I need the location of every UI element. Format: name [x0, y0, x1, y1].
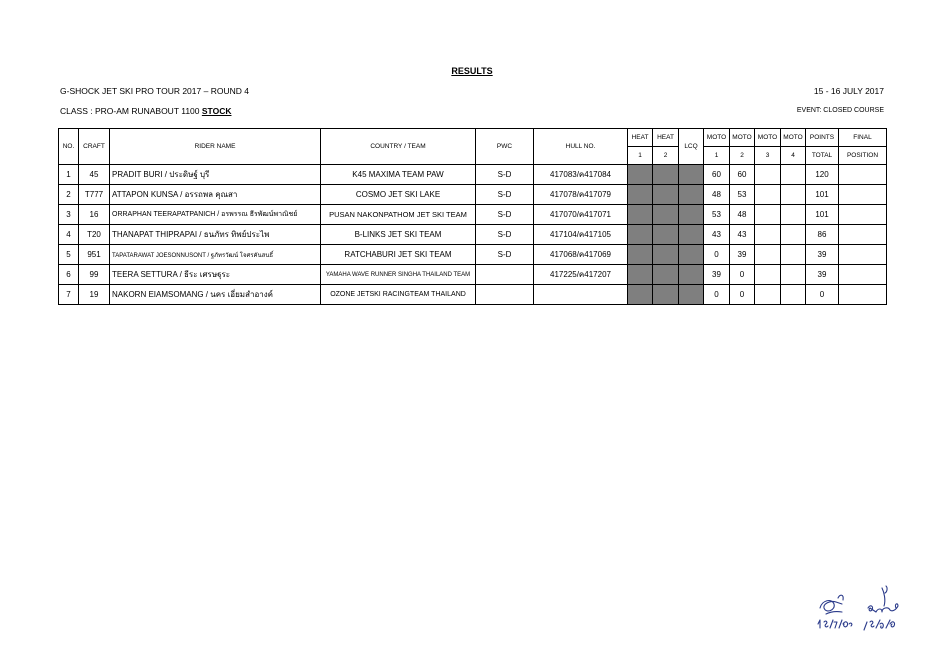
cell-lcq [679, 185, 704, 205]
cell-moto1: 43 [704, 225, 730, 245]
cell-craft: T20 [79, 225, 110, 245]
cell-craft: 99 [79, 265, 110, 285]
table-row [59, 245, 887, 265]
cell-moto2: 53 [730, 185, 755, 205]
cell-heat1 [628, 185, 653, 205]
cell-heat2 [653, 165, 679, 185]
cell-moto4 [781, 265, 806, 285]
cell-final [839, 285, 887, 305]
cell-pwc: S-D [476, 225, 534, 245]
cell-craft: 951 [79, 245, 110, 265]
cell-craft: 45 [79, 165, 110, 185]
cell-final [839, 265, 887, 285]
col-header-moto4-number: 4 [781, 147, 806, 165]
cell-no: 5 [59, 245, 79, 265]
col-header-lcq: LCQ [679, 129, 704, 165]
cell-moto1: 48 [704, 185, 730, 205]
cell-moto2: 0 [730, 265, 755, 285]
col-header-no: NO. [59, 129, 79, 165]
class-line [60, 106, 231, 116]
cell-points: 120 [806, 165, 839, 185]
cell-hull: 417104/ค417105 [534, 225, 628, 245]
cell-team: COSMO JET SKI LAKE [321, 185, 476, 205]
cell-lcq [679, 245, 704, 265]
cell-hull [534, 285, 628, 305]
cell-final [839, 205, 887, 225]
cell-moto4 [781, 205, 806, 225]
cell-points: 101 [806, 205, 839, 225]
header-row-top [59, 129, 887, 147]
cell-rider: ORRAPHAN TEERAPATPANICH / อรพรรณ ธีรพัฒน์พาณิชย์ [110, 205, 321, 225]
table-row [59, 165, 887, 185]
cell-pwc: S-D [476, 205, 534, 225]
cell-moto3 [755, 225, 781, 245]
cell-pwc: S-D [476, 165, 534, 185]
cell-no: 2 [59, 185, 79, 205]
cell-heat2 [653, 185, 679, 205]
table-row [59, 185, 887, 205]
cell-hull: 417070/ค417071 [534, 205, 628, 225]
cell-team: OZONE JETSKI RACINGTEAM THAILAND [321, 285, 476, 305]
cell-craft: 19 [79, 285, 110, 305]
cell-lcq [679, 225, 704, 245]
cell-heat1 [628, 225, 653, 245]
col-header-final: FINAL [839, 129, 887, 147]
cell-moto4 [781, 245, 806, 265]
cell-pwc: S-D [476, 245, 534, 265]
cell-moto2: 48 [730, 205, 755, 225]
event-dates: 15 - 16 JULY 2017 [813, 86, 884, 96]
cell-heat2 [653, 245, 679, 265]
col-header-moto2: MOTO [730, 129, 755, 147]
cell-moto4 [781, 185, 806, 205]
cell-rider: THANAPAT THIPRAPAI / ธนภัทร ทิพย์ประไพ [110, 225, 321, 245]
cell-heat1 [628, 165, 653, 185]
cell-moto1: 0 [704, 245, 730, 265]
cell-heat2 [653, 265, 679, 285]
cell-rider: TEERA SETTURA / ธีระ เศรษฐุระ [110, 265, 321, 285]
cell-moto1: 53 [704, 205, 730, 225]
col-header-final-position: POSITION [839, 147, 887, 165]
col-header-team: COUNTRY / TEAM [321, 129, 476, 165]
col-header-moto3-number: 3 [755, 147, 781, 165]
class-stock: STOCK [201, 106, 232, 116]
cell-moto2: 39 [730, 245, 755, 265]
cell-points: 39 [806, 245, 839, 265]
cell-rider: TAPATARAWAT JOESONNUSONT / ฐภัทรวัฒน์ โจศรคันสนธิ์ [110, 245, 321, 265]
cell-moto3 [755, 205, 781, 225]
cell-heat2 [653, 205, 679, 225]
results-table [58, 128, 887, 305]
col-header-heat2-number: 2 [653, 147, 679, 165]
handwritten-signature [812, 578, 912, 636]
col-header-heat1: HEAT [628, 129, 653, 147]
col-header-hull: HULL NO. [534, 129, 628, 165]
cell-moto1: 0 [704, 285, 730, 305]
cell-moto4 [781, 285, 806, 305]
cell-lcq [679, 285, 704, 305]
cell-no: 1 [59, 165, 79, 185]
col-header-moto1-number: 1 [704, 147, 730, 165]
cell-no: 6 [59, 265, 79, 285]
cell-heat2 [653, 225, 679, 245]
event-name: G-SHOCK JET SKI PRO TOUR 2017 – ROUND 4 [60, 86, 249, 96]
col-header-heat2: HEAT [653, 129, 679, 147]
cell-heat1 [628, 285, 653, 305]
cell-pwc [476, 265, 534, 285]
cell-final [839, 245, 887, 265]
cell-hull: 417078/ค417079 [534, 185, 628, 205]
cell-moto3 [755, 185, 781, 205]
cell-team: RATCHABURI JET SKI TEAM [321, 245, 476, 265]
cell-moto4 [781, 225, 806, 245]
page-title: RESULTS [451, 66, 493, 76]
cell-pwc: S-D [476, 185, 534, 205]
col-header-pwc: PWC [476, 129, 534, 165]
cell-team: PUSAN NAKONPATHOM JET SKI TEAM [321, 205, 476, 225]
cell-moto3 [755, 165, 781, 185]
col-header-points-total: TOTAL [806, 147, 839, 165]
cell-moto3 [755, 245, 781, 265]
table-row [59, 265, 887, 285]
cell-moto3 [755, 265, 781, 285]
cell-lcq [679, 205, 704, 225]
class-prefix: CLASS : PRO-AM RUNABOUT 1100 [60, 106, 202, 116]
cell-craft: T777 [79, 185, 110, 205]
col-header-craft: CRAFT [79, 129, 110, 165]
cell-rider: PRADIT BURI / ประดิษฐ์ บุรี [110, 165, 321, 185]
cell-moto4 [781, 165, 806, 185]
cell-heat2 [653, 285, 679, 305]
cell-heat1 [628, 245, 653, 265]
cell-points: 86 [806, 225, 839, 245]
cell-moto3 [755, 285, 781, 305]
cell-points: 39 [806, 265, 839, 285]
cell-heat1 [628, 265, 653, 285]
cell-moto2: 43 [730, 225, 755, 245]
col-header-points: POINTS [806, 129, 839, 147]
col-header-moto3: MOTO [755, 129, 781, 147]
cell-no: 7 [59, 285, 79, 305]
cell-team: YAMAHA WAVE RUNNER SINGHA THAILAND TEAM [321, 265, 476, 285]
cell-no: 4 [59, 225, 79, 245]
cell-final [839, 165, 887, 185]
cell-pwc [476, 285, 534, 305]
cell-moto1: 39 [704, 265, 730, 285]
cell-rider: NAKORN EIAMSOMANG / นคร เอี่ยมสำอางค์ [110, 285, 321, 305]
cell-points: 0 [806, 285, 839, 305]
cell-no: 3 [59, 205, 79, 225]
cell-hull: 417083/ค417084 [534, 165, 628, 185]
cell-team: B-LINKS JET SKI TEAM [321, 225, 476, 245]
cell-points: 101 [806, 185, 839, 205]
col-header-rider: RIDER NAME [110, 129, 321, 165]
cell-moto1: 60 [704, 165, 730, 185]
col-header-moto4: MOTO [781, 129, 806, 147]
cell-lcq [679, 265, 704, 285]
col-header-moto2-number: 2 [730, 147, 755, 165]
cell-hull: 417068/ค417069 [534, 245, 628, 265]
cell-lcq [679, 165, 704, 185]
event-type: EVENT: CLOSED COURSE [796, 107, 884, 114]
col-header-heat1-number: 1 [628, 147, 653, 165]
cell-final [839, 225, 887, 245]
cell-final [839, 185, 887, 205]
table-row [59, 225, 887, 245]
cell-moto2: 0 [730, 285, 755, 305]
cell-hull: 417225/ค417207 [534, 265, 628, 285]
cell-team: K45 MAXIMA TEAM PAW [321, 165, 476, 185]
table-row [59, 205, 887, 225]
table-row [59, 285, 887, 305]
col-header-moto1: MOTO [704, 129, 730, 147]
cell-craft: 16 [79, 205, 110, 225]
cell-rider: ATTAPON KUNSA / อรรถพล คุณสา [110, 185, 321, 205]
cell-heat1 [628, 205, 653, 225]
cell-moto2: 60 [730, 165, 755, 185]
